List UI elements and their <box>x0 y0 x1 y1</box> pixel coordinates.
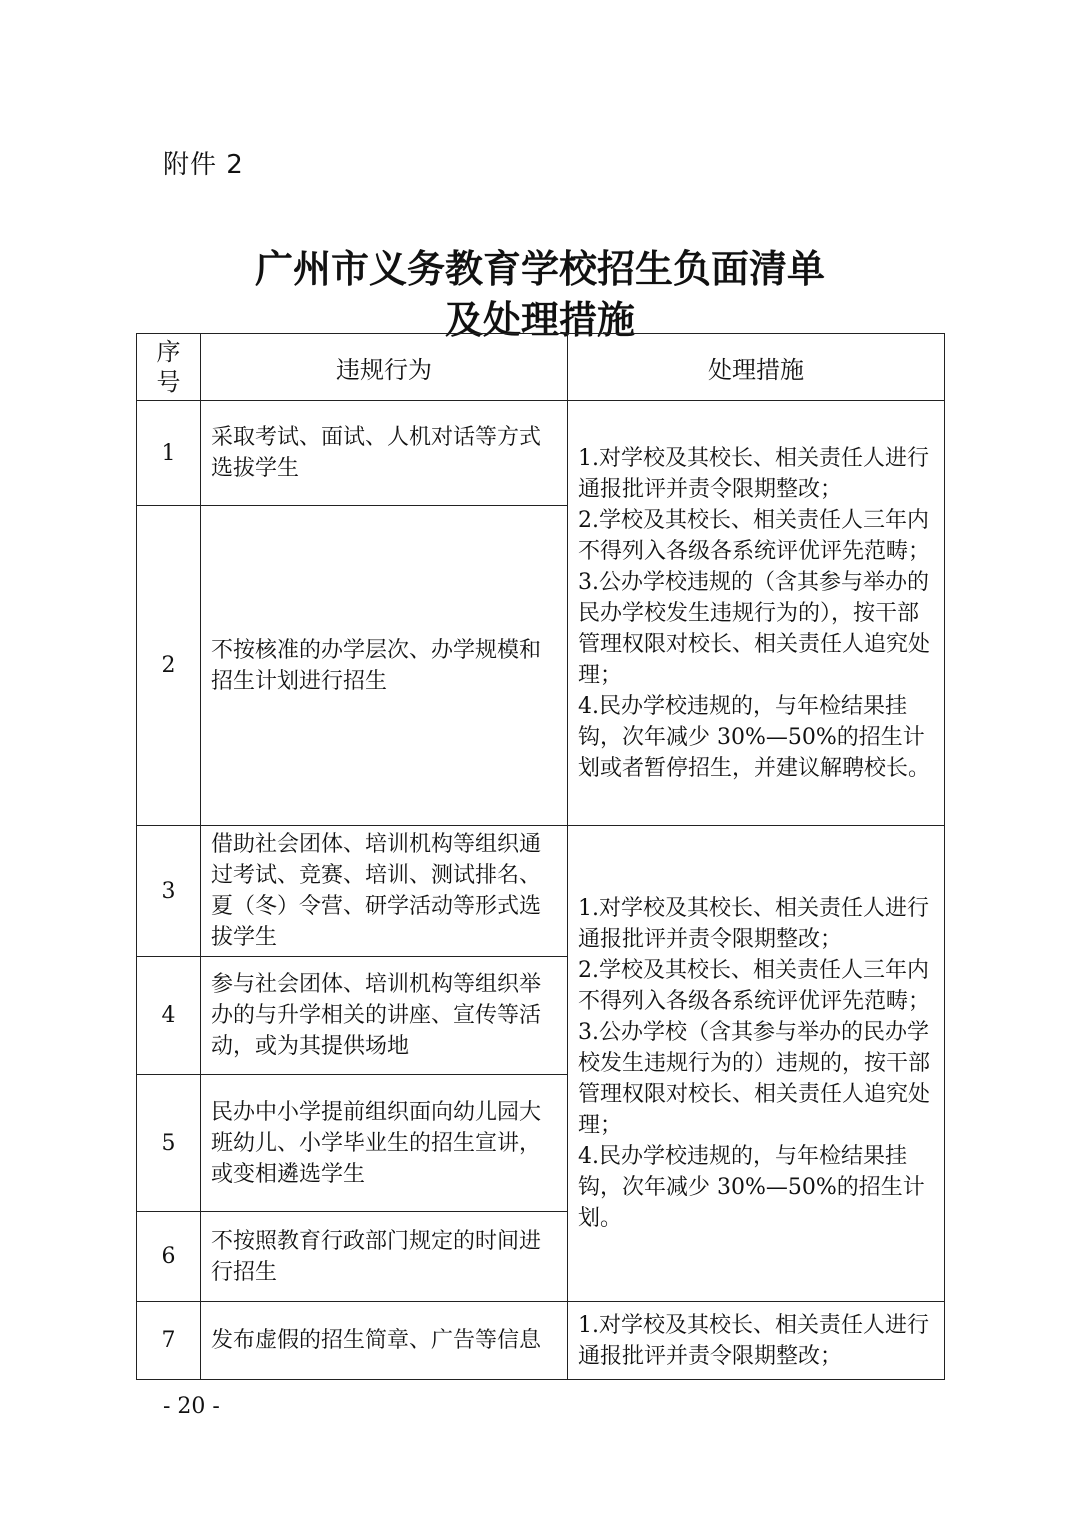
row-behavior <box>201 1212 568 1302</box>
measure-item: 1.对学校及其校长、相关责任人进行通报批评并责令限期整改； <box>578 1312 929 1369</box>
row-behavior-text: 采取考试、面试、人机对话等方式选拔学生 <box>211 425 542 481</box>
measure-item: 3.公办学校违规的（含其参与举办的民办学校发生违规行为的），按干部管理权限对校长、相关责任人追究处理； <box>578 569 931 688</box>
page-number: - 20 - <box>163 1394 220 1419</box>
row-number: 4 <box>137 957 201 1075</box>
header-measures: 处理措施 <box>568 334 945 401</box>
row-number: 1 <box>137 401 201 506</box>
measures-cell-group2 <box>568 826 945 1302</box>
row-behavior <box>201 506 568 826</box>
row-number: 7 <box>137 1302 201 1380</box>
table-row <box>137 401 945 506</box>
row-behavior-text: 发布虚假的招生简章、广告等信息 <box>211 1328 542 1353</box>
measure-item: 4.民办学校违规的，与年检结果挂钩，次年减少 30%—50%的招生计划。 <box>578 1144 925 1231</box>
row-number: 5 <box>137 1075 201 1212</box>
measure-item: 1.对学校及其校长、相关责任人进行通报批评并责令限期整改； <box>578 896 929 952</box>
attachment-label: 附件 2 <box>163 150 244 180</box>
measure-item: 2.学校及其校长、相关责任人三年内不得列入各级各系统评优评先范畴； <box>578 507 931 564</box>
row-behavior <box>201 1302 568 1380</box>
row-number: 6 <box>137 1212 201 1302</box>
row-behavior-text: 不按照教育行政部门规定的时间进行招生 <box>211 1228 542 1285</box>
row-behavior <box>201 957 568 1075</box>
table-header-row <box>137 334 945 401</box>
measure-item: 4.民办学校违规的，与年检结果挂钩，次年减少 30%—50%的招生计划或者暂停招生，并建议解聘校长。 <box>578 693 931 781</box>
row-behavior <box>201 401 568 506</box>
header-seq <box>137 334 201 401</box>
measure-item: 2.学校及其校长、相关责任人三年内不得列入各级各系统评优评先范畴； <box>578 958 931 1014</box>
document-title-line2: 及处理措施 <box>444 298 635 342</box>
row-behavior <box>201 826 568 957</box>
header-seq-line1: 序 <box>156 338 181 366</box>
measure-item: 3.公办学校（含其参与举办的民办学校发生违规行为的）违规的，按干部管理权限对校长、相关责任人追究处理； <box>578 1020 931 1138</box>
row-behavior-text: 借助社会团体、培训机构等组织通过考试、竞赛、培训、测试排名、夏（冬）令营、研学活动等形式选拔学生 <box>211 832 542 950</box>
table-row <box>137 826 945 957</box>
row-behavior <box>201 1075 568 1212</box>
negative-list-table <box>136 333 945 1380</box>
row-behavior-text: 民办中小学提前组织面向幼儿园大班幼儿、小学毕业生的招生宣讲，或变相遴选学生 <box>211 1099 542 1187</box>
row-behavior-text: 参与社会团体、培训机构等组织举办的与升学相关的讲座、宣传等活动，或为其提供场地 <box>211 972 542 1059</box>
row-number: 3 <box>137 826 201 957</box>
header-behavior: 违规行为 <box>201 334 568 401</box>
measures-cell-group1 <box>568 401 945 826</box>
document-title-line1: 广州市义务教育学校招生负面清单 <box>254 247 825 291</box>
table-row <box>137 1302 945 1380</box>
row-behavior-text: 不按核准的办学层次、办学规模和招生计划进行招生 <box>211 637 542 694</box>
measure-item: 1.对学校及其校长、相关责任人进行通报批评并责令限期整改； <box>578 445 929 502</box>
measures-cell-group3 <box>568 1302 945 1380</box>
header-seq-line2: 号 <box>156 368 181 396</box>
row-number: 2 <box>137 506 201 826</box>
